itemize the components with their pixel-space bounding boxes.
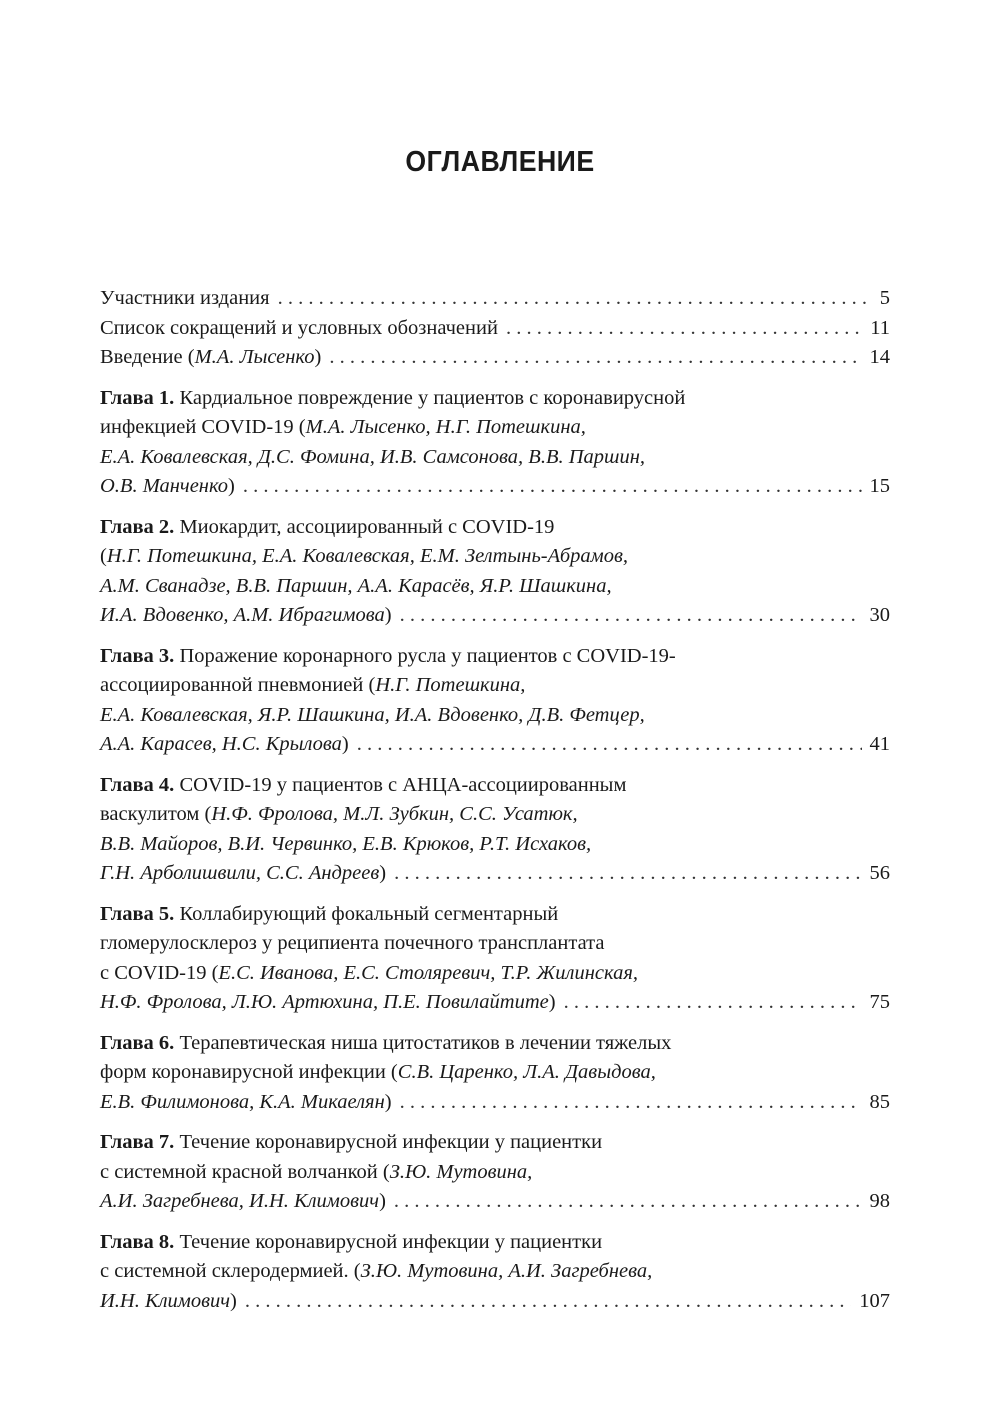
toc-entry-title: Введение (М.А. Лысенко) xyxy=(100,346,322,368)
toc-page-number: 56 xyxy=(869,862,890,884)
chapter-title: Кардиальное повреждение у пациентов с коронавирусной xyxy=(179,386,686,409)
chapter-label: Глава 4. xyxy=(100,773,175,796)
toc-page-number: 75 xyxy=(869,991,890,1013)
toc-authors: Г.Н. Арболишвили, С.С. Андреев xyxy=(100,862,380,884)
dot-leader xyxy=(394,1187,862,1217)
table-of-contents xyxy=(100,284,890,1316)
dot-leader xyxy=(357,730,862,760)
toc-authors: И.Н. Климович xyxy=(100,1289,231,1312)
dot-leader xyxy=(329,343,861,373)
dot-leader xyxy=(400,601,862,631)
page-title: ОГЛАВЛЕНИЕ xyxy=(405,146,595,178)
toc-authors: В.В. Майоров, В.И. Червинко, Е.В. Крюков, Р.Т. Исхаков, xyxy=(100,832,592,855)
toc-entry-title: Участники издания xyxy=(100,287,270,309)
toc-chapter-3[interactable]: Глава 3. Поражение коронарного русла у пациентов с COVID-19- ассоциированной пневмонией (Н.Г. Потешкина, Е.А. Ковалевская, Я.Р. Шашкина, И.А. Вдовенко, Д.В. Фетцер, А.А. Карасев, Н.С. Крылова) . . . 41 xyxy=(100,642,890,760)
toc-authors: А.И. Загребнева, И.Н. Климович xyxy=(100,1190,380,1212)
chapter-label: Глава 7. xyxy=(100,1131,175,1153)
toc-page-number: 98 xyxy=(869,1190,890,1212)
chapter-label: Глава 3. xyxy=(100,644,175,667)
toc-entry-title: Список сокращений и условных обозначений xyxy=(100,316,498,339)
toc-authors: С.В. Царенко, Л.А. Давыдова, xyxy=(397,1061,656,1083)
toc-entry-introduction[interactable] xyxy=(100,343,890,373)
toc-authors: Н.Ф. Фролова, М.Л. Зубкин, С.С. Усатюк, xyxy=(211,803,578,825)
toc-chapter-5[interactable]: Глава 5. Коллабирующий фокальный сегментарный гломерулосклероз у реципиента почечного трансплантата с COVID-19 (Е.С. Иванова, Е.С. Столяревич, Т.Р. Жилинская, Н.Ф. Фролова, Л.Ю. Артюхина, П.Е. Повилайтите) . . . 75 xyxy=(100,900,890,1018)
chapter-label: Глава 6. xyxy=(100,1031,175,1054)
toc-chapter-7[interactable]: Глава 7. Течение коронавирусной инфекции у пациентки с системной красной волчанкой (З.Ю. Мутовина, А.И. Загребнева, И.Н. Климович) . . . 98 xyxy=(100,1128,890,1217)
toc-authors: Н.Г. Потешкина, xyxy=(375,674,526,696)
chapter-title: гломерулосклероз у реципиента почечного трансплантата xyxy=(100,932,605,954)
toc-authors: И.А. Вдовенко, А.М. Ибрагимова xyxy=(100,604,385,626)
toc-chapter-6[interactable]: Глава 6. Терапевтическая ниша цитостатиков в лечении тяжелых форм коронавирусной инфекции (С.В. Царенко, Л.А. Давыдова, Е.В. Филимонова, К.А. Микаелян) . . . 85 xyxy=(100,1029,890,1118)
chapter-label: Глава 2. xyxy=(100,515,175,538)
toc-authors: А.А. Карасев, Н.С. Крылова xyxy=(100,733,342,755)
toc-authors: М.А. Лысенко, Н.Г. Потешкина, xyxy=(305,416,586,438)
toc-authors: А.М. Сванадзе, В.В. Паршин, А.А. Карасёв, Я.Р. Шашкина, xyxy=(100,574,612,597)
dot-leader xyxy=(394,859,861,889)
chapter-title: Коллабирующий фокальный сегментарный xyxy=(179,902,559,925)
toc-entry-abbreviations[interactable] xyxy=(100,314,890,344)
toc-authors: Е.В. Филимонова, К.А. Микаелян xyxy=(100,1090,385,1113)
toc-authors: Е.А. Ковалевская, Я.Р. Шашкина, И.А. Вдовенко, Д.В. Фетцер, xyxy=(100,703,645,726)
chapter-label: Глава 5. xyxy=(100,902,175,925)
dot-leader xyxy=(564,988,862,1018)
toc-chapter-4[interactable]: Глава 4. COVID-19 у пациентов с АНЦА-ассоциированным васкулитом (Н.Ф. Фролова, М.Л. Зубкин, С.С. Усатюк, В.В. Майоров, В.И. Червинко, Е.В. Крюков, Р.Т. Исхаков, Г.Н. Арболишвили, С.С. Андреев) . . . 56 xyxy=(100,771,890,889)
toc-page-number: 30 xyxy=(869,604,890,626)
chapter-title: Течение коронавирусной инфекции у пациентки xyxy=(179,1230,603,1253)
chapter-title: COVID-19 у пациентов с АНЦА-ассоциированным xyxy=(179,773,627,796)
chapter-title: Поражение коронарного русла у пациентов с COVID-19- xyxy=(179,644,676,667)
toc-page-number: 14 xyxy=(869,346,890,368)
toc-authors: Н.Г. Потешкина, Е.А. Ковалевская, Е.М. Зелтынь-Абрамов, xyxy=(106,545,629,567)
toc-page-number: 15 xyxy=(869,475,890,497)
toc-chapter-8[interactable]: Глава 8. Течение коронавирусной инфекции у пациентки с системной склеродермией. (З.Ю. Мутовина, А.И. Загребнева, И.Н. Климович) . . . 107 xyxy=(100,1228,890,1317)
chapter-title: Течение коронавирусной инфекции у пациентки xyxy=(179,1131,603,1153)
dot-leader xyxy=(278,284,872,314)
chapter-label: Глава 8. xyxy=(100,1230,175,1253)
toc-page-number: 85 xyxy=(869,1090,890,1113)
dot-leader xyxy=(400,1088,862,1118)
toc-entry-participants[interactable] xyxy=(100,284,890,314)
dot-leader xyxy=(245,1287,851,1317)
dot-leader xyxy=(243,472,862,502)
toc-authors: З.Ю. Мутовина, А.И. Загребнева, xyxy=(360,1260,653,1282)
toc-page-number: 11 xyxy=(870,316,890,339)
toc-authors: Е.С. Иванова, Е.С. Столяревич, Т.Р. Жилинская, xyxy=(218,961,638,984)
toc-authors: Н.Ф. Фролова, Л.Ю. Артюхина, П.Е. Повилайтите xyxy=(100,991,549,1013)
chapter-title: Миокардит, ассоциированный с COVID-19 xyxy=(179,515,555,538)
toc-authors: М.А. Лысенко xyxy=(194,346,315,368)
toc-authors: О.В. Манченко xyxy=(100,475,229,497)
toc-authors: Е.А. Ковалевская, Д.С. Фомина, И.В. Самсонова, В.В. Паршин, xyxy=(100,445,646,468)
toc-authors: З.Ю. Мутовина, xyxy=(389,1160,533,1183)
toc-page-number: 41 xyxy=(869,733,890,755)
dot-leader xyxy=(506,314,862,344)
toc-chapter-1[interactable]: Глава 1. Кардиальное повреждение у пациентов с коронавирусной инфекцией COVID-19 (М.А. Лысенко, Н.Г. Потешкина, Е.А. Ковалевская, Д.С. Фомина, И.В. Самсонова, В.В. Паршин, О.В. Манченко) . . . 15 xyxy=(100,384,890,502)
chapter-label: Глава 1. xyxy=(100,386,175,409)
toc-page-number: 5 xyxy=(879,287,890,309)
toc-page-number: 107 xyxy=(859,1289,890,1312)
toc-chapter-2[interactable]: Глава 2. Миокардит, ассоциированный с COVID-19 (Н.Г. Потешкина, Е.А. Ковалевская, Е.М. Зелтынь-Абрамов, А.М. Сванадзе, В.В. Паршин, А.А. Карасёв, Я.Р. Шашкина, И.А. Вдовенко, А.М. Ибрагимова) . . . 30 xyxy=(100,513,890,631)
chapter-title: Терапевтическая ниша цитостатиков в лечении тяжелых xyxy=(179,1031,672,1054)
